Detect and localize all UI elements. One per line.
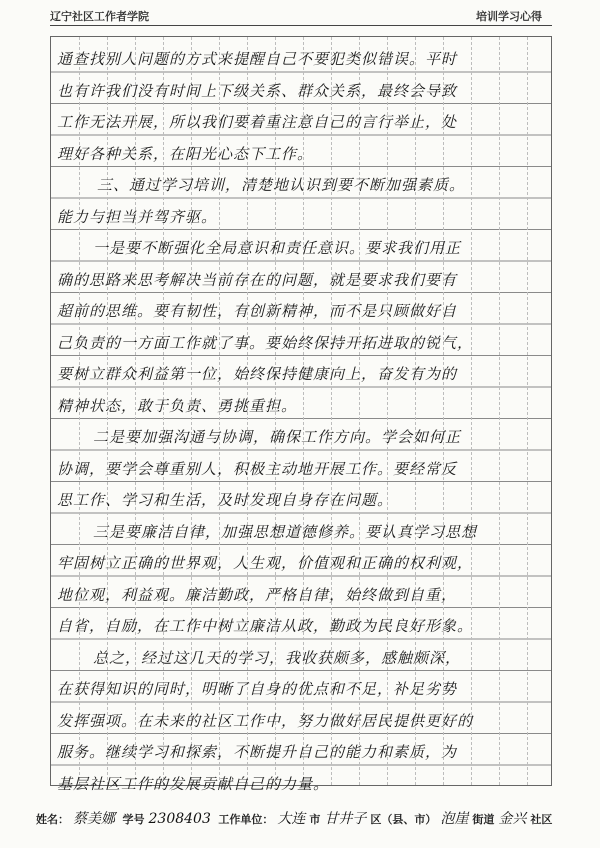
- institution-name: 辽宁社区工作者学院: [50, 10, 149, 23]
- text-line: 要树立群众利益第一位，始终保持健康向上，奋发有为的: [57, 365, 458, 383]
- text-line: 能力与担当并驾齐驱。: [57, 207, 218, 226]
- text-line: 理好各种关系，在阳光心态下工作。: [57, 144, 314, 163]
- street-value: 泡崖: [440, 811, 469, 827]
- text-line: 工作无法开展，所以我们要着重注意自己的言行举止，处: [57, 113, 458, 131]
- header-rule: [50, 25, 552, 26]
- street-label: 街道: [472, 813, 495, 826]
- document-type: 培训学习心得: [476, 10, 542, 23]
- signature-footer: [36, 808, 576, 828]
- text-line: 自省，自励，在工作中树立廉洁从政，勤政为民良好形象。: [57, 617, 474, 635]
- handwritten-text-body: [57, 46, 547, 802]
- text-line: 思工作、学习和生活，及时发现自身存在问题。: [57, 491, 394, 509]
- text-line: 基层社区工作的发展贡献自己的力量。: [57, 774, 330, 793]
- section-heading-line: 三、通过学习培训，清楚地认识到要不断加强素质。: [97, 176, 466, 194]
- name-label: 姓名：: [36, 813, 69, 826]
- name-value: 蔡美娜: [73, 811, 115, 827]
- district-value: 甘井子: [324, 811, 367, 827]
- city-label: 市: [309, 813, 321, 826]
- text-line: 也有许我们没有时间上下级关系、群众关系，最终会导致: [57, 81, 458, 100]
- student-no-value: 2308403: [148, 811, 211, 827]
- text-line: 超前的思维。要有韧性，有创新精神，而不是只顾做好自: [57, 302, 458, 320]
- text-line: 协调，要学会尊重别人，积极主动地开展工作。要经常反: [57, 459, 458, 478]
- text-line: 精神状态，敢于负责、勇挑重担。: [57, 396, 298, 415]
- paragraph-start-line: 二是要加强沟通与协调，确保工作方向。学会如何正: [93, 428, 462, 446]
- district-label: 区（县、市）: [370, 813, 437, 826]
- student-no-label: 学号: [122, 813, 145, 826]
- text-line: 地位观，利益观。廉洁勤政，严格自律，始终做到自重，: [57, 585, 458, 604]
- text-line: 己负责的一方面工作就了事。要始终保持开拓进取的锐气，: [57, 333, 474, 352]
- community-value: 金兴: [498, 811, 527, 827]
- community-label: 社区: [530, 813, 553, 826]
- text-line: 通查找别人问题的方式来提醒自己不要犯类似错误。平时: [57, 50, 458, 68]
- text-line: 牢固树立正确的世界观，人生观，价值观和正确的权利观，: [57, 554, 474, 572]
- text-line: 确的思路来思考解决当前存在的问题，就是要求我们要有: [57, 270, 458, 289]
- paragraph-start-line: 三是要廉洁自律，加强思想道德修养。要认真学习思想: [93, 522, 478, 541]
- paragraph-start-line: 一是要不断强化全局意识和责任意识。要求我们用正: [93, 239, 462, 257]
- ruled-writing-sheet: [50, 36, 552, 793]
- paragraph-start-line: 总之，经过这几天的学习，我收获颇多，感触颇深，: [93, 648, 462, 667]
- text-line: 在获得知识的同时，明晰了自身的优点和不足，补足劣势: [57, 680, 458, 698]
- city-value: 大连: [277, 811, 306, 827]
- work-unit-label: 工作单位：: [218, 813, 274, 826]
- text-line: 发挥强项。在未来的社区工作中，努力做好居民提供更好的: [57, 711, 474, 730]
- text-line: 服务。继续学习和探索，不断提升自己的能力和素质，为: [57, 743, 458, 761]
